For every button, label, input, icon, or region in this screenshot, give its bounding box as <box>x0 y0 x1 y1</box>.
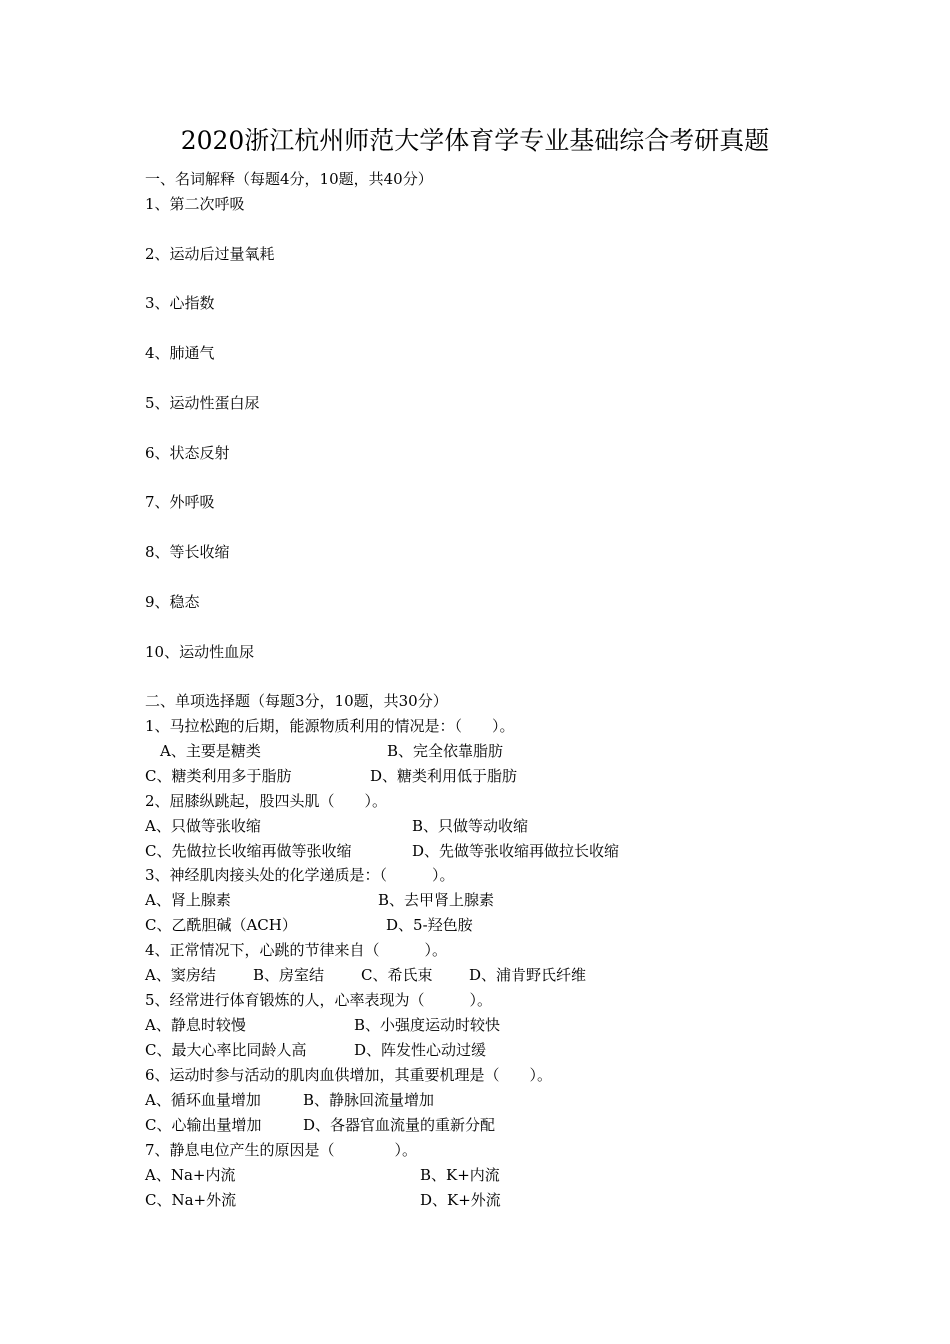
term-item: 6、状态反射 <box>145 444 230 462</box>
question-text: 6、运动时参与活动的肌肉血供增加，其重要机理是（ ）。 <box>145 1066 553 1084</box>
option-a: A、主要是糖类 <box>160 742 261 760</box>
option-d: D、5-羟色胺 <box>386 916 473 934</box>
option-b: B、房室结 <box>253 966 325 984</box>
option-a: A、Na+内流 <box>145 1166 236 1184</box>
option-d: D、各器官血流量的重新分配 <box>303 1116 496 1134</box>
option-a: A、只做等张收缩 <box>145 817 261 835</box>
term-item: 4、肺通气 <box>145 344 215 362</box>
option-b: B、去甲肾上腺素 <box>378 891 495 909</box>
option-c: C、Na+外流 <box>145 1191 237 1209</box>
term-item: 1、第二次呼吸 <box>145 195 245 213</box>
option-c: C、先做拉长收缩再做等张收缩 <box>145 842 352 860</box>
option-c: C、心输出量增加 <box>145 1116 262 1134</box>
option-c: C、糖类利用多于脂肪 <box>145 767 292 785</box>
option-a: A、静息时较慢 <box>145 1016 246 1034</box>
question-text: 7、静息电位产生的原因是（ ）。 <box>145 1141 418 1159</box>
term-item: 8、等长收缩 <box>145 543 230 561</box>
term-item: 7、外呼吸 <box>145 493 215 511</box>
option-a: A、窦房结 <box>145 966 216 984</box>
term-item: 3、心指数 <box>145 294 215 312</box>
option-c: C、希氏束 <box>361 966 433 984</box>
option-b: B、完全依靠脂肪 <box>387 742 504 760</box>
page-title: 2020浙江杭州师范大学体育学专业基础综合考研真题 <box>180 126 770 155</box>
question-text: 3、神经肌肉接头处的化学递质是：（ ）。 <box>145 866 455 884</box>
question-text: 4、正常情况下，心跳的节律来自（ ）。 <box>145 941 448 959</box>
option-b: B、只做等动收缩 <box>412 817 529 835</box>
question-text: 2、屈膝纵跳起，股四头肌（ ）。 <box>145 792 388 810</box>
term-item: 5、运动性蛋白尿 <box>145 394 260 412</box>
section1-heading: 一、名词解释（每题4分，10题，共40分） <box>145 170 433 188</box>
option-b: B、K+内流 <box>420 1166 500 1184</box>
option-a: A、循环血量增加 <box>145 1091 261 1109</box>
option-d: D、先做等张收缩再做拉长收缩 <box>412 842 620 860</box>
option-d: D、K+外流 <box>420 1191 501 1209</box>
option-b: B、静脉回流量增加 <box>303 1091 435 1109</box>
option-a: A、肾上腺素 <box>145 891 231 909</box>
section2-heading: 二、单项选择题（每题3分，10题，共30分） <box>145 692 448 710</box>
term-item: 10、运动性血尿 <box>145 643 255 661</box>
option-c: C、最大心率比同龄人高 <box>145 1041 307 1059</box>
option-c: C、乙酰胆碱（ACH） <box>145 916 297 934</box>
option-d: D、糖类利用低于脂肪 <box>370 767 518 785</box>
question-text: 1、马拉松跑的后期，能源物质利用的情况是：（ ）。 <box>145 717 515 735</box>
option-b: B、小强度运动时较快 <box>354 1016 501 1034</box>
option-d: D、浦肯野氏纤维 <box>469 966 587 984</box>
option-d: D、阵发性心动过缓 <box>354 1041 487 1059</box>
term-item: 2、运动后过量氧耗 <box>145 245 275 263</box>
term-item: 9、稳态 <box>145 593 200 611</box>
question-text: 5、经常进行体育锻炼的人，心率表现为（ ）。 <box>145 991 493 1009</box>
